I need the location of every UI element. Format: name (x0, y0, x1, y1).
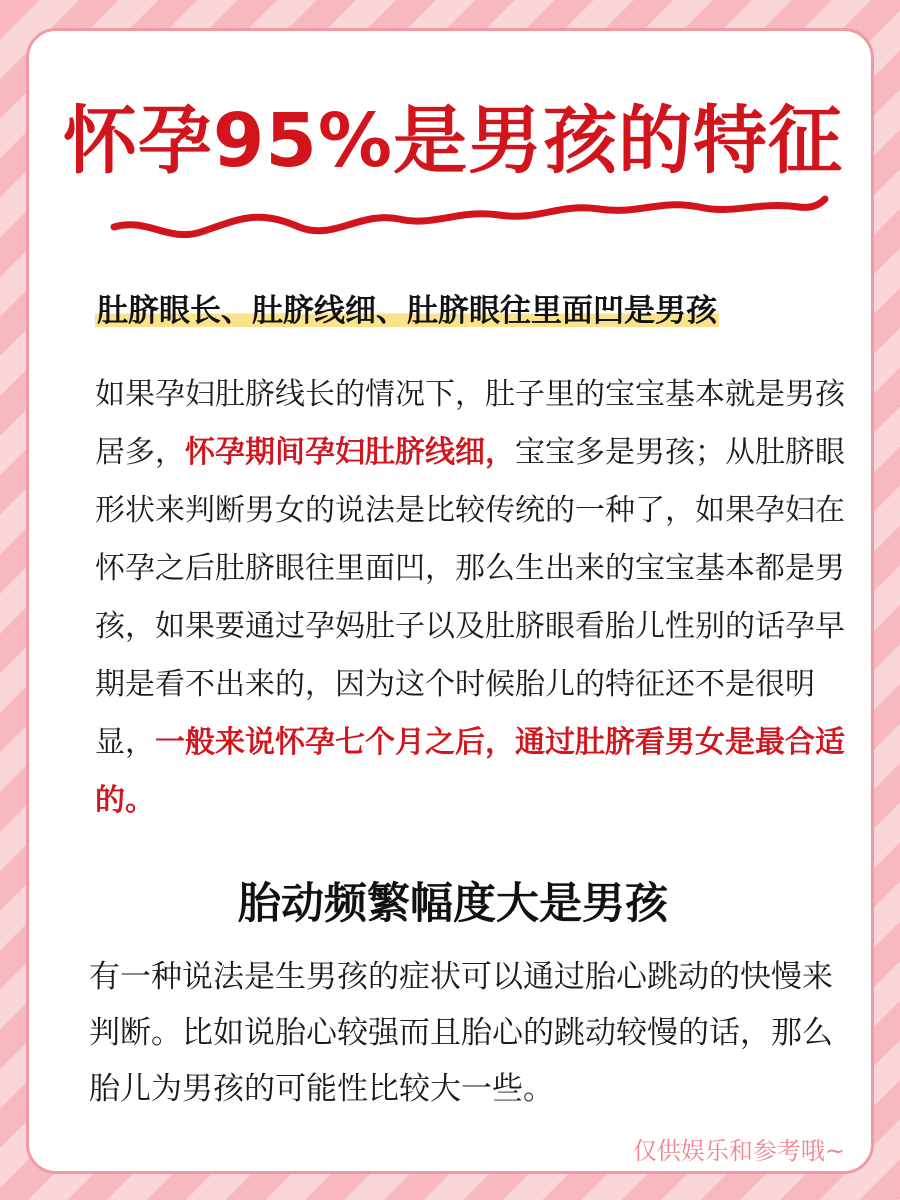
para1-highlight-a: 怀孕期间孕妇肚脐线细， (185, 435, 515, 470)
body-paragraph-2: 有一种说法是生男孩的症状可以通过胎心跳动的快慢来判断。比如说胎心较强而且胎心的跳动较慢的话，那么胎儿为男孩的可能性比较大一些。 (89, 959, 833, 1107)
red-wavy-underline (109, 189, 829, 249)
para1-text-b: 宝宝多是男孩；从肚脐眼形状来判断男女的说法是比较传统的一种了，如果孕妇在怀孕之后肚脐眼往里面凹，那么生出来的宝宝基本都是男孩，如果要通过孕妈肚子以及肚脐眼看胎儿性别的话孕早期是看不出来的，因为这个时候胎儿的特征还不是很明显， (95, 435, 845, 760)
para1-text-a: 如果孕妇肚脐线长的情况下，肚子里的宝宝基本就是男孩居多， (95, 377, 845, 470)
body-paragraph-1 (95, 366, 845, 830)
section-heading-2: 胎动频繁幅度大是男孩 (238, 879, 668, 929)
content-card (26, 28, 874, 1174)
section-subheading: 肚脐眼长、肚脐线细、肚脐眼往里面凹是男孩 (97, 293, 717, 329)
footer-disclaimer: 仅供娱乐和参考哦~ (632, 1137, 845, 1165)
page-title: 怀孕95%是男孩的特征 (62, 98, 844, 184)
para1-highlight-b: 一般来说怀孕七个月之后，通过肚脐看男女是最合适的。 (95, 725, 845, 818)
